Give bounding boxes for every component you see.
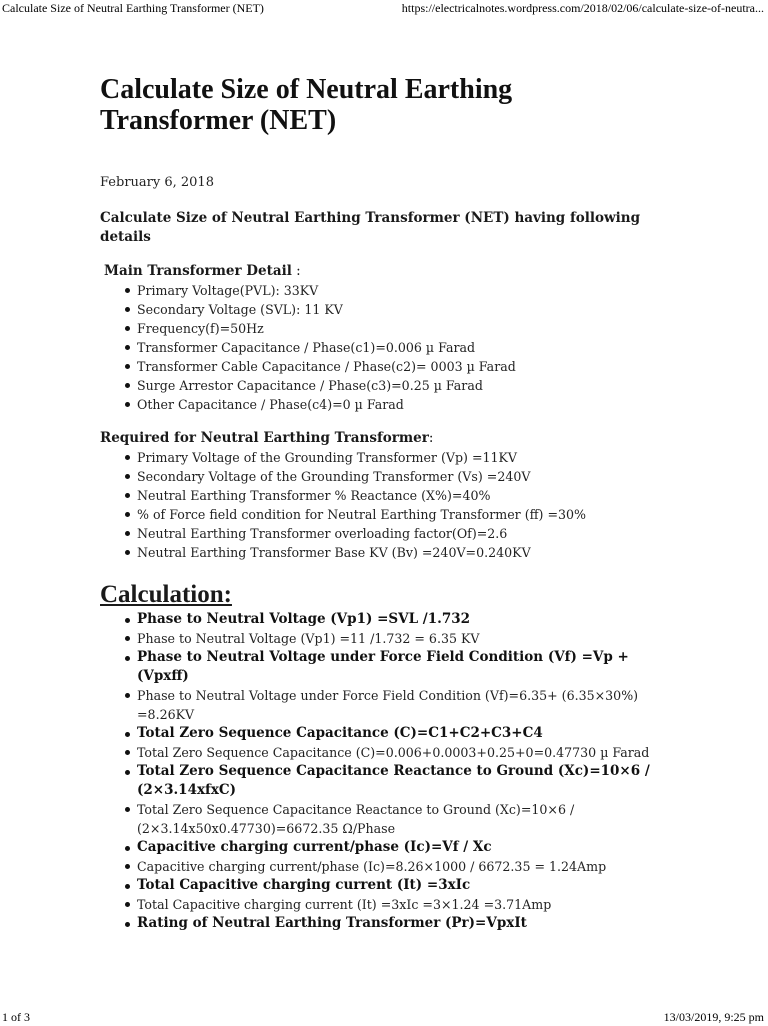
- article: [100, 74, 660, 933]
- main-transformer-heading: [100, 262, 660, 281]
- list-item: Neutral Earthing Transformer % Reactance (X%)=40%: [100, 486, 660, 505]
- list-item: Primary Voltage(PVL): 33KV: [100, 281, 660, 300]
- main-transformer-heading-text: Main Transformer Detail: [104, 263, 292, 279]
- print-datetime: 13/03/2019, 9:25 pm: [663, 1010, 764, 1024]
- list-item: Other Capacitance / Phase(c4)=0 µ Farad: [100, 395, 660, 414]
- main-transformer-heading-suffix: :: [291, 263, 301, 279]
- list-item: Capacitive charging current/phase (Ic)=Vf / Xc: [100, 838, 660, 857]
- list-item: Total Zero Sequence Capacitance (C)=C1+C2+C3+C4: [100, 724, 660, 743]
- list-item: Secondary Voltage (SVL): 11 KV: [100, 300, 660, 319]
- list-item: % of Force field condition for Neutral Earthing Transformer (ff) =30%: [100, 505, 660, 524]
- list-item: Phase to Neutral Voltage under Force Field Condition (Vf) =Vp + (Vpxff): [100, 648, 660, 686]
- list-item: Rating of Neutral Earthing Transformer (Pr)=VpxIt: [100, 914, 660, 933]
- list-item: Frequency(f)=50Hz: [100, 319, 660, 338]
- required-heading-text: Required for Neutral Earthing Transformer: [100, 430, 429, 446]
- list-item: Neutral Earthing Transformer Base KV (Bv) =240V=0.240KV: [100, 543, 660, 562]
- list-item: Surge Arrestor Capacitance / Phase(c3)=0.25 µ Farad: [100, 376, 660, 395]
- list-item: Total Capacitive charging current (It) =3xIc: [100, 876, 660, 895]
- list-item: Total Zero Sequence Capacitance Reactance to Ground (Xc)=10×6 / (2×3.14xfxC): [100, 762, 660, 800]
- list-item: Total Zero Sequence Capacitance Reactance to Ground (Xc)=10×6 / (2×3.14x50x0.47730)=6672.35 Ω/Phase: [100, 800, 660, 838]
- list-item: Transformer Cable Capacitance / Phase(c2)= 0003 µ Farad: [100, 357, 660, 376]
- article-title: Calculate Size of Neutral Earthing Transformer (NET): [100, 74, 513, 136]
- required-heading: [100, 429, 660, 448]
- print-header-title: Calculate Size of Neutral Earthing Transformer (NET): [2, 1, 264, 15]
- required-list: [100, 448, 660, 562]
- list-item: Secondary Voltage of the Grounding Transformer (Vs) =240V: [100, 467, 660, 486]
- list-item: Transformer Capacitance / Phase(c1)=0.006 µ Farad: [100, 338, 660, 357]
- main-transformer-list: [100, 281, 660, 414]
- page-number: 1 of 3: [2, 1010, 30, 1024]
- calculation-list: [100, 610, 660, 933]
- required-heading-suffix: :: [428, 430, 434, 446]
- calculation-heading: Calculation:: [100, 581, 232, 608]
- list-item: Total Capacitive charging current (It) =3xIc =3×1.24 =3.71Amp: [100, 895, 660, 914]
- article-date: February 6, 2018: [100, 175, 214, 190]
- list-item: Total Zero Sequence Capacitance (C)=0.006+0.0003+0.25+0=0.47730 µ Farad: [100, 743, 660, 762]
- print-header-url: https://electricalnotes.wordpress.com/2018/02/06/calculate-size-of-neutra...: [401, 1, 764, 15]
- article-intro: Calculate Size of Neutral Earthing Transformer (NET) having following details: [100, 210, 641, 245]
- list-item: Phase to Neutral Voltage (Vp1) =11 /1.732 = 6.35 KV: [100, 629, 660, 648]
- list-item: Phase to Neutral Voltage (Vp1) =SVL /1.732: [100, 610, 660, 629]
- print-header: [0, 1, 768, 17]
- list-item: Phase to Neutral Voltage under Force Field Condition (Vf)=6.35+ (6.35×30%) =8.26KV: [100, 686, 660, 724]
- list-item: Primary Voltage of the Grounding Transformer (Vp) =11KV: [100, 448, 660, 467]
- list-item: Capacitive charging current/phase (Ic)=8.26×1000 / 6672.35 = 1.24Amp: [100, 857, 660, 876]
- list-item: Neutral Earthing Transformer overloading factor(Of)=2.6: [100, 524, 660, 543]
